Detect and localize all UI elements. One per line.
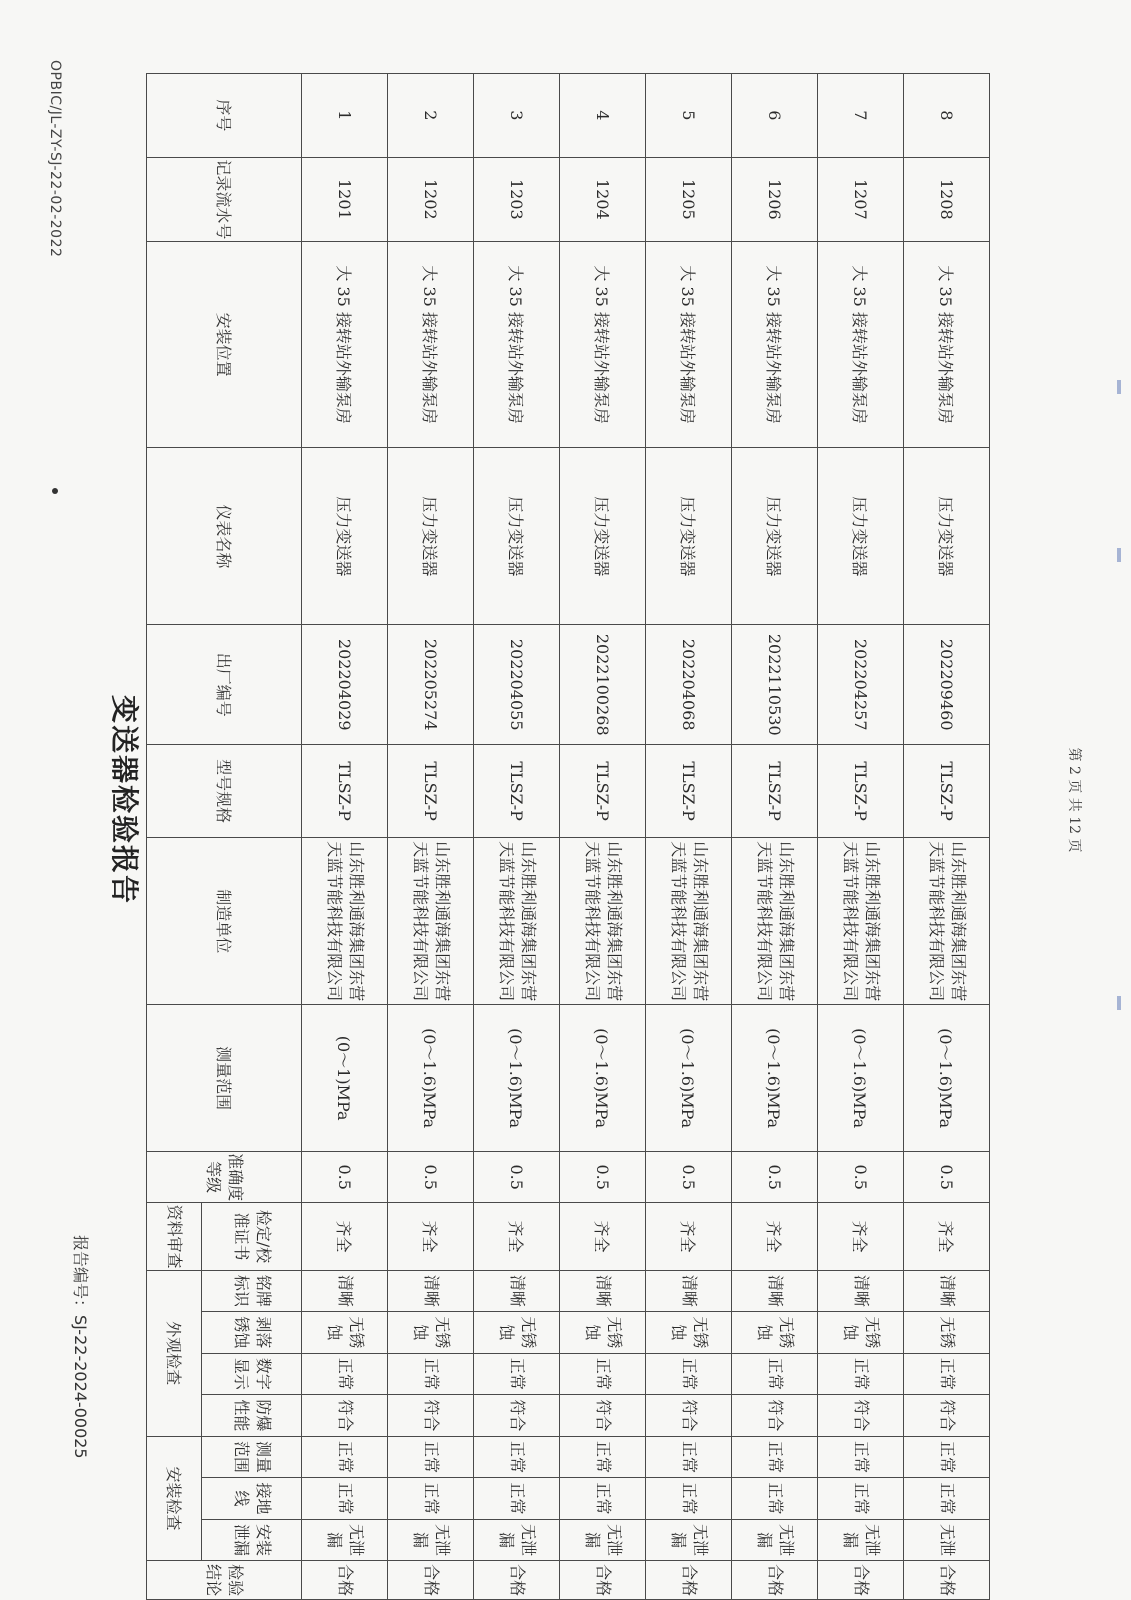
cell-doc: 齐全	[420, 1220, 439, 1253]
cell-factory-no: 202205274	[421, 638, 440, 731]
cell-grounding: 正常	[937, 1482, 957, 1515]
cell-leak: 无泄漏	[668, 1524, 710, 1557]
cell-record: 1203	[507, 178, 526, 220]
page-number: 第 2 页 共 12 页	[1066, 747, 1082, 853]
table-row	[818, 74, 904, 1600]
cell-factory-no: 202209460	[937, 638, 956, 731]
cell-meas-range: 正常	[851, 1440, 871, 1473]
cell-record: 1202	[421, 178, 440, 220]
cell-grounding: 正常	[335, 1482, 355, 1515]
cell-doc: 齐全	[592, 1220, 611, 1253]
cell-meas-range: 正常	[765, 1440, 785, 1473]
cell-doc: 齐全	[764, 1220, 783, 1253]
header-model: 型号规格	[213, 759, 233, 824]
header-nameplate: 铭牌标识	[231, 1274, 273, 1307]
cell-location: 大 35 接转站外输泵房	[936, 265, 955, 424]
cell-rust: 无锈蚀	[496, 1316, 538, 1349]
cell-grounding: 正常	[851, 1482, 871, 1515]
cell-location: 大 35 接转站外输泵房	[850, 265, 869, 424]
cell-accuracy: 0.5	[679, 1164, 698, 1190]
cell-name: 压力变送器	[850, 496, 869, 577]
cell-record: 1206	[765, 178, 784, 220]
cell-nameplate: 清晰	[937, 1274, 957, 1307]
cell-factory-no: 2022100268	[593, 633, 612, 736]
cell-conclusion: 合格	[593, 1564, 613, 1597]
cell-doc: 齐全	[678, 1220, 697, 1253]
header-record: 记录流水号	[213, 159, 233, 240]
scan-edge-mark	[1117, 380, 1121, 394]
cell-rust: 无锈蚀	[410, 1316, 452, 1349]
cell-record: 1205	[679, 178, 698, 220]
cell-location: 大 35 接转站外输泵房	[334, 265, 353, 424]
cell-record: 1208	[937, 178, 956, 220]
cell-nameplate: 清晰	[851, 1274, 871, 1307]
cell-nameplate: 清晰	[593, 1274, 613, 1307]
cell-model: TLSZ-P	[679, 761, 698, 821]
cell-leak: 无泄漏	[496, 1524, 538, 1557]
cell-accuracy: 0.5	[851, 1164, 870, 1190]
cell-meas-range: 正常	[679, 1440, 699, 1473]
cell-seq: 8	[937, 110, 956, 121]
cell-seq: 5	[679, 110, 698, 121]
cell-leak: 无泄漏	[324, 1524, 366, 1557]
cell-explosion: 符合	[593, 1399, 613, 1432]
cell-seq: 1	[335, 110, 354, 121]
table-row	[474, 74, 560, 1600]
cell-manufacturer: 山东胜利通海集团东营天蓝节能科技有限公司	[840, 841, 882, 1002]
cell-meas-range: 正常	[937, 1440, 957, 1473]
header-explosion: 防爆性能	[231, 1399, 273, 1432]
cell-nameplate: 清晰	[765, 1274, 785, 1307]
cell-explosion: 符合	[421, 1399, 441, 1432]
cell-leak: 无泄漏	[582, 1524, 624, 1557]
cell-accuracy: 0.5	[335, 1164, 354, 1190]
cell-range: (0～1.6)MPa	[936, 1028, 955, 1129]
cell-factory-no: 202204029	[335, 638, 354, 731]
cell-display: 正常	[421, 1357, 441, 1390]
header-meas-range: 测量范围	[231, 1440, 273, 1473]
header-doc-cert: 检定/校准证书	[231, 1209, 273, 1264]
inspection-table	[146, 73, 990, 1600]
cell-display: 正常	[765, 1357, 785, 1390]
cell-model: TLSZ-P	[335, 761, 354, 821]
header-doc-review: 资料审查	[165, 1204, 184, 1269]
cell-location: 大 35 接转站外输泵房	[506, 265, 525, 424]
cell-conclusion: 合格	[335, 1564, 355, 1597]
cell-meas-range: 正常	[593, 1440, 613, 1473]
cell-model: TLSZ-P	[765, 761, 784, 821]
cell-location: 大 35 接转站外输泵房	[678, 265, 697, 424]
cell-manufacturer: 山东胜利通海集团东营天蓝节能科技有限公司	[324, 841, 366, 1002]
cell-manufacturer: 山东胜利通海集团东营天蓝节能科技有限公司	[582, 841, 624, 1002]
cell-accuracy: 0.5	[593, 1164, 612, 1190]
cell-display: 正常	[679, 1357, 699, 1390]
cell-location: 大 35 接转站外输泵房	[592, 265, 611, 424]
cell-record: 1201	[335, 178, 354, 220]
cell-display: 正常	[507, 1357, 527, 1390]
cell-name: 压力变送器	[936, 496, 955, 577]
cell-seq: 6	[765, 110, 784, 121]
cell-nameplate: 清晰	[421, 1274, 441, 1307]
cell-nameplate: 清晰	[679, 1274, 699, 1307]
cell-meas-range: 正常	[507, 1440, 527, 1473]
cell-name: 压力变送器	[506, 496, 525, 577]
table-row	[302, 74, 388, 1600]
header-appearance: 外观检查	[163, 1321, 183, 1386]
cell-explosion: 符合	[679, 1399, 699, 1432]
cell-explosion: 符合	[335, 1399, 355, 1432]
cell-conclusion: 合格	[937, 1564, 957, 1597]
cell-name: 压力变送器	[420, 496, 439, 577]
cell-seq: 7	[851, 110, 870, 121]
table-row	[732, 74, 818, 1600]
cell-manufacturer: 山东胜利通海集团东营天蓝节能科技有限公司	[754, 841, 796, 1002]
cell-model: TLSZ-P	[937, 761, 956, 821]
cell-conclusion: 合格	[507, 1564, 527, 1597]
cell-doc: 齐全	[506, 1220, 525, 1253]
cell-range: (0～1.6)MPa	[678, 1028, 697, 1129]
cell-conclusion: 合格	[679, 1564, 699, 1597]
report-title: 变送器检验报告	[108, 694, 141, 905]
cell-explosion: 符合	[937, 1399, 957, 1432]
cell-manufacturer: 山东胜利通海集团东营天蓝节能科技有限公司	[668, 841, 710, 1002]
cell-leak: 无泄漏	[754, 1524, 796, 1557]
cell-factory-no: 202204055	[507, 638, 526, 731]
table-row	[560, 74, 646, 1600]
cell-grounding: 正常	[507, 1482, 527, 1515]
header-row-top	[147, 74, 202, 1600]
cell-name: 压力变送器	[678, 496, 697, 577]
cell-record: 1204	[593, 178, 612, 220]
cell-grounding: 正常	[679, 1482, 699, 1515]
cell-factory-no: 202204068	[679, 638, 698, 731]
cell-leak: 无泄漏	[840, 1524, 882, 1557]
cell-nameplate: 清晰	[507, 1274, 527, 1307]
cell-rust: 无锈蚀	[840, 1316, 882, 1349]
cell-display: 正常	[335, 1357, 355, 1390]
cell-grounding: 正常	[421, 1482, 441, 1515]
cell-accuracy: 0.5	[507, 1164, 526, 1190]
cell-name: 压力变送器	[592, 496, 611, 577]
cell-range: (0～1.6)MPa	[850, 1028, 869, 1129]
header-seq: 序号	[213, 99, 233, 132]
cell-display: 正常	[851, 1357, 871, 1390]
header-install: 安装检查	[163, 1466, 183, 1531]
cell-factory-no: 2022110530	[765, 633, 784, 736]
cell-meas-range: 正常	[335, 1440, 355, 1473]
scan-speck	[52, 488, 58, 494]
table-row	[904, 74, 990, 1600]
header-conclusion: 检验结论	[204, 1564, 245, 1597]
cell-nameplate: 清晰	[335, 1274, 355, 1307]
header-name: 仪表名称	[213, 504, 233, 569]
cell-range: (0～1.6)MPa	[764, 1028, 783, 1129]
report-number: 报告编号：SJ-22-2024-00025	[71, 1235, 90, 1459]
cell-factory-no: 202204257	[851, 638, 870, 731]
cell-range: (0～1.6)MPa	[506, 1028, 525, 1129]
cell-rust: 无锈蚀	[324, 1316, 366, 1349]
cell-seq: 3	[507, 110, 526, 121]
cell-name: 压力变送器	[334, 496, 353, 577]
cell-manufacturer: 山东胜利通海集团东营天蓝节能科技有限公司	[410, 841, 452, 1002]
cell-seq: 2	[421, 110, 440, 121]
cell-doc: 齐全	[850, 1220, 869, 1253]
cell-range: (0～1.6)MPa	[592, 1028, 611, 1129]
header-factory-no: 出厂编号	[213, 652, 233, 717]
cell-accuracy: 0.5	[765, 1164, 784, 1190]
cell-leak: 无泄漏	[410, 1524, 452, 1557]
cell-model: TLSZ-P	[421, 761, 440, 821]
cell-rust: 无锈蚀	[668, 1316, 710, 1349]
cell-grounding: 正常	[593, 1482, 613, 1515]
cell-model: TLSZ-P	[593, 761, 612, 821]
cell-accuracy: 0.5	[937, 1164, 956, 1190]
cell-display: 正常	[937, 1357, 957, 1390]
cell-location: 大 35 接转站外输泵房	[420, 265, 439, 424]
cell-grounding: 正常	[765, 1482, 785, 1515]
scan-edge-mark	[1117, 996, 1121, 1010]
cell-model: TLSZ-P	[507, 761, 526, 821]
cell-location: 大 35 接转站外输泵房	[764, 265, 783, 424]
cell-rust: 无锈蚀	[754, 1316, 796, 1349]
cell-conclusion: 合格	[421, 1564, 441, 1597]
cell-leak: 无泄	[937, 1524, 957, 1557]
cell-manufacturer: 山东胜利通海集团东营天蓝节能科技有限公司	[496, 841, 538, 1002]
cell-doc: 齐全	[936, 1220, 955, 1253]
header-display: 数字显示	[231, 1357, 273, 1390]
cell-manufacturer: 山东胜利通海集团东营天蓝节能科技有限公司	[926, 841, 968, 1002]
cell-explosion: 符合	[851, 1399, 871, 1432]
cell-rust: 无锈	[937, 1316, 957, 1349]
cell-seq: 4	[593, 110, 612, 121]
cell-meas-range: 正常	[421, 1440, 441, 1473]
cell-doc: 齐全	[334, 1220, 353, 1253]
form-code: OPBIC/JL-ZY-SJ-22-02-2022	[47, 60, 63, 258]
cell-conclusion: 合格	[765, 1564, 785, 1597]
cell-conclusion: 合格	[851, 1564, 871, 1597]
header-grounding: 接地线	[231, 1482, 273, 1515]
cell-range: (0～1)MPa	[334, 1035, 353, 1121]
header-range: 测量范围	[213, 1046, 233, 1111]
cell-name: 压力变送器	[764, 496, 783, 577]
cell-explosion: 符合	[507, 1399, 527, 1432]
header-accuracy: 准确度等级	[204, 1153, 245, 1202]
table-row	[646, 74, 732, 1600]
scan-edge-mark	[1117, 548, 1121, 562]
header-manufacturer: 制造单位	[213, 889, 233, 954]
header-rust: 剥落锈蚀	[231, 1316, 273, 1349]
header-location: 安装位置	[213, 312, 233, 377]
cell-range: (0～1.6)MPa	[420, 1028, 439, 1129]
cell-display: 正常	[593, 1357, 613, 1390]
cell-model: TLSZ-P	[851, 761, 870, 821]
cell-rust: 无锈蚀	[582, 1316, 624, 1349]
cell-accuracy: 0.5	[421, 1164, 440, 1190]
cell-explosion: 符合	[765, 1399, 785, 1432]
cell-record: 1207	[851, 178, 870, 220]
table-row	[388, 74, 474, 1600]
header-leak: 安装泄漏	[231, 1524, 273, 1557]
